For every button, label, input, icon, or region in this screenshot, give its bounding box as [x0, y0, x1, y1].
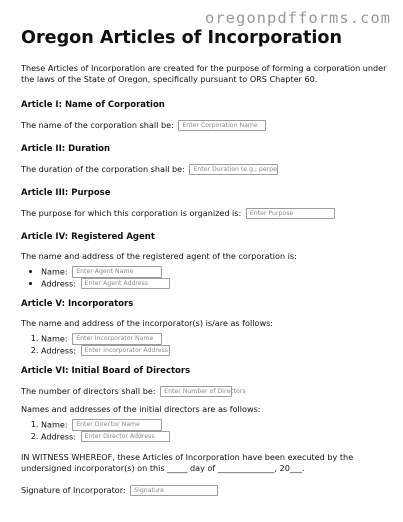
article-6-text: The number of directors shall be:	[21, 386, 156, 396]
director-list	[21, 419, 389, 442]
director-name-label: Name:	[41, 419, 68, 430]
signature-label: Signature of Incorporator:	[21, 485, 126, 495]
corporation-name-field[interactable]: Enter Corporation Name	[178, 120, 266, 132]
witness-paragraph: IN WITNESS WHEREOF, these Articles of Incorporation have been executed by the undersigned incorporator(s) on this _____ day of ______________, 20___.	[21, 452, 354, 473]
article-3-heading: Article III: Purpose	[21, 188, 111, 198]
article-1-row	[21, 119, 389, 132]
director-address-field[interactable]: Enter Director Address	[81, 431, 170, 443]
article-2-heading: Article II: Duration	[21, 144, 111, 154]
purpose-field[interactable]: Enter Purpose	[246, 208, 335, 220]
article-6-row	[21, 385, 389, 398]
incorporator-name-label: Name:	[41, 333, 68, 344]
article-4-text: The name and address of the registered agent of the corporation is:	[21, 251, 297, 261]
agent-address-field[interactable]: Enter Agent Address	[81, 278, 170, 290]
signature-row	[21, 484, 389, 497]
director-address-item	[41, 431, 389, 443]
signature-field[interactable]: Signature	[130, 485, 218, 497]
incorporator-name-field[interactable]: Enter Incorporator Name	[72, 333, 162, 345]
article-3-row	[21, 207, 389, 220]
intro-paragraph: These Articles of Incorporation are created for the purpose of forming a corporation under the laws of the State of Oregon, specifically pursuant to ORS Chapter 60.	[21, 63, 387, 84]
number-of-directors-field[interactable]: Enter Number of Directors	[160, 386, 232, 398]
agent-name-field[interactable]: Enter Agent Name	[72, 266, 162, 278]
agent-address-item	[41, 278, 389, 290]
duration-field[interactable]: Enter Duration (e.g., perpe	[189, 164, 278, 176]
article-5-heading: Article V: Incorporators	[21, 299, 134, 309]
article-2-row	[21, 163, 389, 176]
article-1-heading: Article I: Name of Corporation	[21, 100, 165, 110]
agent-list	[21, 266, 389, 289]
site-watermark: oregonpdfforms.com	[205, 9, 391, 27]
article-5-text: The name and address of the incorporator(s) is/are as follows:	[21, 318, 274, 328]
agent-name-label: Name:	[41, 266, 68, 277]
agent-name-item	[41, 266, 389, 278]
article-1-text: The name of the corporation shall be:	[21, 120, 174, 130]
incorporator-list	[21, 333, 389, 356]
agent-address-label: Address:	[41, 277, 76, 288]
article-6-text2: Names and addresses of the initial directors are as follows:	[21, 404, 261, 414]
director-name-item	[41, 419, 389, 431]
director-address-label: Address:	[41, 430, 76, 441]
page-title: Oregon Articles of Incorporation	[21, 28, 343, 48]
incorporator-name-item	[41, 333, 389, 345]
article-4-heading: Article IV: Registered Agent	[21, 232, 155, 242]
article-6-heading: Article VI: Initial Board of Directors	[21, 366, 191, 376]
document	[21, 27, 389, 497]
director-name-field[interactable]: Enter Director Name	[72, 419, 162, 431]
incorporator-address-label: Address:	[41, 344, 76, 355]
article-3-text: The purpose for which this corporation is organized is:	[21, 208, 242, 218]
incorporator-address-field[interactable]: Enter Incorporator Address	[81, 345, 170, 357]
incorporator-address-item	[41, 345, 389, 357]
article-2-text: The duration of the corporation shall be:	[21, 164, 185, 174]
